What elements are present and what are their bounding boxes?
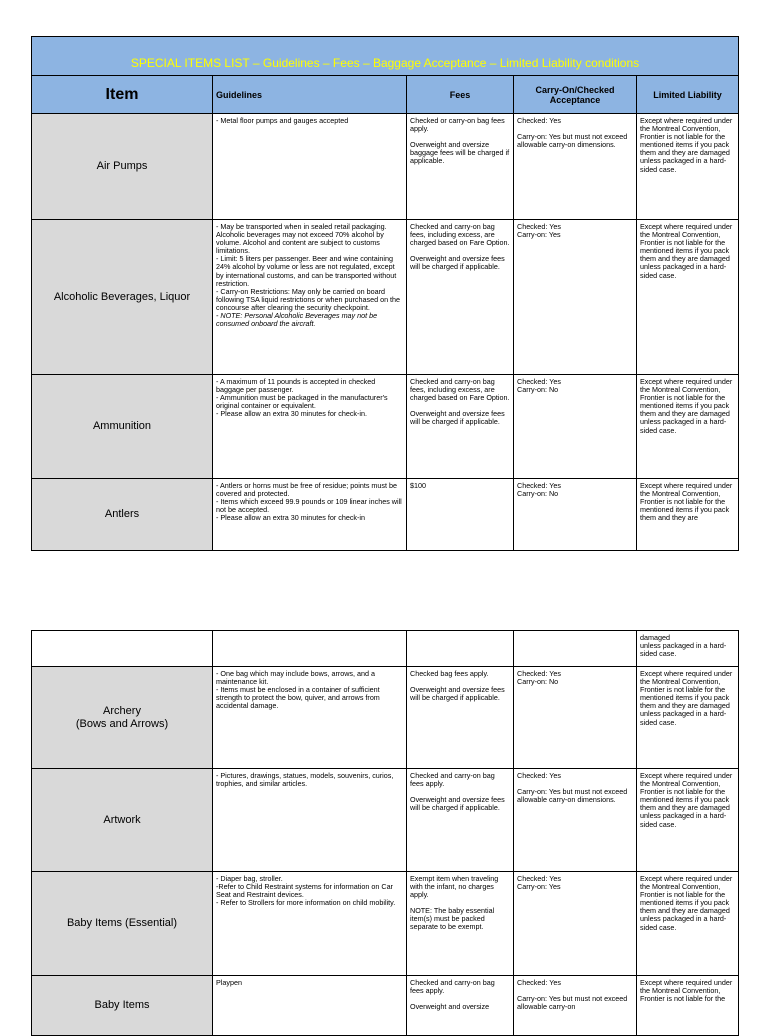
liability-cell: [637, 667, 739, 769]
liability-line: Except where required under the Montreal Convention, Frontier is not liable for the mentioned items if you pack them and they are damaged: [640, 669, 733, 711]
header-carry-on-checked: Carry-On/Checked Acceptance: [514, 76, 637, 114]
fees-line: Checked bag fees apply.: [410, 669, 489, 678]
carry-line: Carry-on: Yes: [517, 230, 561, 240]
fees-line: Overweight and oversize baggage fees will be charged if applicable.: [410, 140, 510, 166]
fees-cell: [407, 375, 514, 479]
table-row: [32, 375, 739, 479]
guideline-line: - Pictures, drawings, statues, models, souvenirs, curios, trophies, and similar articles.: [216, 771, 394, 789]
carry-acceptance-cell: [514, 375, 637, 479]
fees-cell: [407, 479, 514, 551]
guideline-line: - One bag which may include bows, arrows, and a maintenance kit.: [216, 669, 376, 687]
fees-line: Overweight and oversize: [410, 1002, 490, 1012]
guideline-line: - May be transported when in sealed retail packaging. Alcoholic beverages may not exceed 70% alcohol by volume. Alcohol and content are subject to customs limitations.: [216, 222, 387, 256]
fees-line: Overweight and oversize fees will be charged if applicable.: [410, 409, 505, 427]
header-limited-liability: Limited Liability: [637, 76, 739, 114]
guideline-line: - Ammunition must be packaged in the manufacturer's original container or equivalent.: [216, 393, 388, 411]
carry-line: Checked: Yes: [517, 116, 561, 125]
guideline-line: - Refer to Strollers for more information on child mobility.: [216, 898, 396, 908]
fees-line: Checked or carry-on bag fees apply.: [410, 116, 505, 134]
item-name: Ammunition: [92, 420, 152, 432]
carry-acceptance-cell: [514, 872, 637, 976]
item-name: Baby Items: [94, 999, 150, 1011]
header-fees: Fees: [407, 76, 514, 114]
table-row: [32, 769, 739, 872]
table-row: [32, 220, 739, 375]
continuation-guidelines: [213, 631, 407, 667]
fees-line: Exempt item when traveling with the infant, no charges apply.: [410, 874, 499, 900]
carry-line: Checked: Yes: [517, 669, 561, 678]
fees-line: Checked and carry-on bag fees apply.: [410, 771, 495, 789]
fees-line: Overweight and oversize fees will be charged if applicable.: [410, 795, 505, 813]
carry-line: Carry-on: No: [517, 677, 559, 687]
fees-cell: [407, 769, 514, 872]
guideline-line: - Items must be enclosed in a container of sufficient strength to protect the bow, quiver, and arrows from accidental damage.: [216, 685, 380, 711]
carry-line: Carry-on: Yes but must not exceed allowable carry-on: [517, 994, 628, 1012]
fees-cell: [407, 114, 514, 220]
liability-cell: [637, 114, 739, 220]
liability-line: damaged: [640, 633, 670, 642]
special-items-table-page2: [31, 630, 739, 1036]
item-name: Baby Items (Essential): [66, 917, 178, 929]
item-name-cell: [32, 872, 213, 976]
fees-cell: [407, 667, 514, 769]
fees-line: Checked and carry-on bag fees apply.: [410, 978, 495, 996]
liability-line: unless packaged in a hard-sided case.: [640, 811, 727, 829]
item-name: Alcoholic Beverages, Liquor: [53, 290, 191, 303]
carry-line: Carry-on: Yes but must not exceed allowable carry-on dimensions.: [517, 132, 628, 150]
carry-line: Carry-on: No: [517, 489, 559, 499]
special-items-table-page1: [31, 36, 739, 551]
continuation-fees: [407, 631, 514, 667]
guideline-line: -Refer to Child Restraint systems for information on Car Seat and Restraint devices.: [216, 882, 393, 900]
fees-line: Overweight and oversize fees will be charged if applicable.: [410, 254, 505, 272]
fees-line: $100: [410, 481, 426, 490]
liability-line: unless packaged in a hard-sided case.: [640, 156, 727, 174]
carry-line: Checked: Yes: [517, 222, 561, 231]
fees-cell: [407, 872, 514, 976]
liability-cell: [637, 375, 739, 479]
guideline-line: Playpen: [216, 978, 242, 987]
liability-cell: [637, 479, 739, 551]
item-name-cell: [32, 479, 213, 551]
item-name: Antlers: [104, 508, 140, 520]
fees-line: Overweight and oversize fees will be charged if applicable.: [410, 685, 505, 703]
guideline-line: - Carry-on Restrictions: May only be carried on board following TSA liquid restrictions or when purchased on the concourse after clearing the security checkpoint.: [216, 286, 401, 312]
liability-line: Except where required under the Montreal Convention, Frontier is not liable for the mentioned items if you pack them and they are damaged: [640, 874, 733, 916]
table-row: [32, 479, 739, 551]
carry-line: Checked: Yes: [517, 481, 561, 490]
carry-line: Checked: Yes: [517, 377, 561, 386]
carry-acceptance-cell: [514, 976, 637, 1036]
guidelines-cell: [213, 667, 407, 769]
carry-line: Checked: Yes: [517, 874, 561, 883]
guideline-line: - Items which exceed 99.9 pounds or 109 linear inches will not be accepted.: [216, 497, 402, 515]
carry-line: Carry-on: No: [517, 385, 559, 395]
guidelines-cell: [213, 872, 407, 976]
item-name: Artwork: [103, 813, 141, 826]
header-guidelines: Guidelines: [213, 76, 407, 114]
table-row: [32, 976, 739, 1036]
guidelines-cell: [213, 375, 407, 479]
guideline-line: - Please allow an extra 30 minutes for check-in.: [216, 409, 368, 419]
item-name-cell: [32, 220, 213, 375]
guidelines-cell: [213, 220, 407, 375]
liability-cell: [637, 220, 739, 375]
guideline-line: - A maximum of 11 pounds is accepted in checked baggage per passenger.: [216, 377, 376, 395]
table-row: [32, 667, 739, 769]
item-name: Archery: [103, 704, 141, 717]
guideline-line: - Antlers or horns must be free of residue; points must be covered and protected.: [216, 481, 397, 499]
guidelines-cell: [213, 114, 407, 220]
liability-cell: [637, 976, 739, 1036]
carry-acceptance-cell: [514, 667, 637, 769]
item-name-cell: [32, 114, 213, 220]
liability-line: unless packaged in a hard-sided case.: [640, 641, 727, 659]
table-row: [32, 872, 739, 976]
fees-line: NOTE: The baby essential item(s) must be packed separate to be exempt.: [410, 906, 495, 932]
liability-line: Except where required under the Montreal Convention, Frontier is not liable for the mentioned items if you pack them and they are: [640, 481, 733, 523]
liability-line: unless packaged in a hard-sided case.: [640, 709, 727, 727]
guideline-line: - Metal floor pumps and gauges accepted: [216, 116, 349, 125]
guidelines-cell: [213, 479, 407, 551]
liability-line: unless packaged in a hard-sided case.: [640, 914, 727, 932]
continuation-liability: [637, 631, 739, 667]
guidelines-cell: [213, 976, 407, 1036]
liability-line: Except where required under the Montreal Convention, Frontier is not liable for the mentioned items if you pack them and they are damaged: [640, 377, 733, 419]
continuation-item: [32, 631, 213, 667]
fees-cell: [407, 976, 514, 1036]
carry-line: Carry-on: Yes: [517, 882, 561, 892]
carry-line: Checked: Yes: [517, 771, 561, 780]
continuation-row: [32, 631, 739, 667]
carry-acceptance-cell: [514, 114, 637, 220]
liability-line: unless packaged in a hard-sided case.: [640, 262, 727, 280]
carry-line: Carry-on: Yes but must not exceed allowable carry-on dimensions.: [517, 787, 628, 805]
item-name-cell: [32, 667, 213, 769]
carry-line: Checked: Yes: [517, 978, 561, 987]
guidelines-cell: [213, 769, 407, 872]
item-name-cell: [32, 375, 213, 479]
liability-line: Except where required under the Montreal Convention, Frontier is not liable for the mentioned items if you pack them and they are damaged: [640, 771, 733, 813]
item-name-cell: [32, 769, 213, 872]
header-item: Item: [32, 76, 213, 114]
continuation-carry: [514, 631, 637, 667]
table-banner: SPECIAL ITEMS LIST – Guidelines – Fees – Baggage Acceptance – Limited Liability conditions: [32, 37, 739, 76]
table-row: [32, 114, 739, 220]
liability-cell: [637, 769, 739, 872]
guideline-line: - Diaper bag, stroller.: [216, 874, 283, 883]
item-name-cell: [32, 976, 213, 1036]
guideline-line: - Limit: 5 liters per passenger. Beer and wine containing 24% alcohol by volume or less are not regulated, except by international customs, and can be transported without restriction.: [216, 254, 397, 288]
carry-acceptance-cell: [514, 479, 637, 551]
guideline-line: - Please allow an extra 30 minutes for check-in: [216, 513, 366, 523]
item-name: (Bows and Arrows): [75, 717, 169, 730]
liability-line: Except where required under the Montreal Convention, Frontier is not liable for the: [640, 978, 733, 1004]
fees-line: Checked and carry-on bag fees, including excess, are charged based on Fare Option.: [410, 222, 510, 248]
liability-cell: [637, 872, 739, 976]
carry-acceptance-cell: [514, 220, 637, 375]
liability-line: unless packaged in a hard-sided case.: [640, 417, 727, 435]
item-name: Air Pumps: [96, 160, 148, 172]
carry-acceptance-cell: [514, 769, 637, 872]
fees-line: Checked and carry-on bag fees, including excess, are charged based on Fare Option.: [410, 377, 510, 403]
guideline-line: - NOTE: Personal Alcoholic Beverages may not be consumed onboard the aircraft.: [216, 311, 378, 329]
fees-cell: [407, 220, 514, 375]
liability-line: Except where required under the Montreal Convention, Frontier is not liable for the mentioned items if you pack them and they are damaged: [640, 222, 733, 264]
liability-line: Except where required under the Montreal Convention, Frontier is not liable for the mentioned items if you pack them and they are damaged: [640, 116, 733, 158]
